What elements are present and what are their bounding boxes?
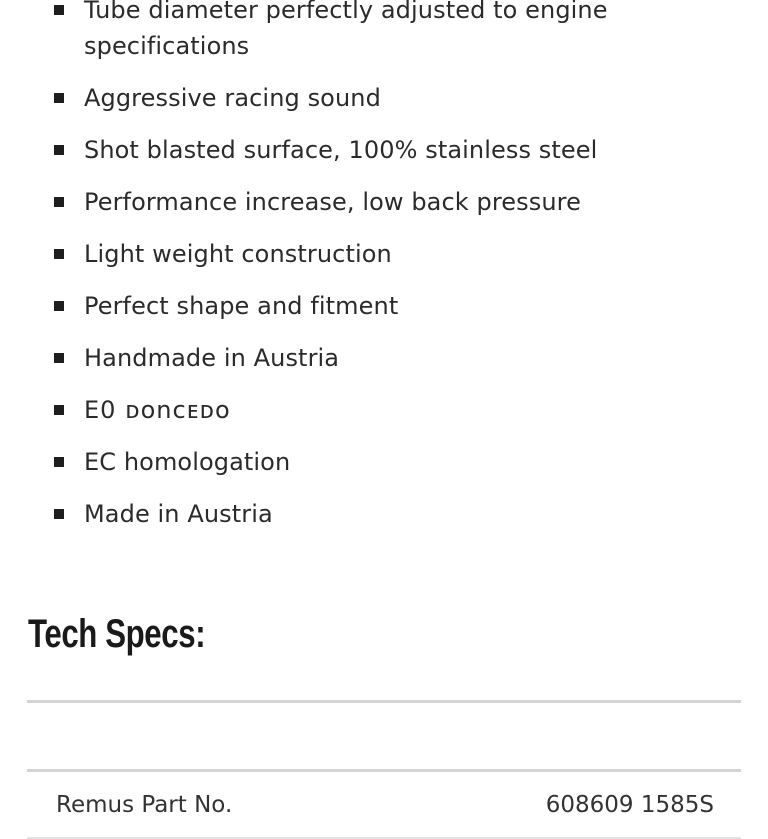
feature-label: E0 ᴅᴏnᴄᴇᴅo [84, 396, 231, 424]
square-bullet-icon [54, 145, 64, 155]
square-bullet-icon [54, 509, 64, 519]
feature-item [0, 236, 768, 272]
feature-label: Performance increase, low back pressure [84, 188, 581, 216]
feature-item [0, 288, 768, 324]
feature-item [0, 80, 768, 116]
feature-label: Tube diameter perfectly adjusted to engine specifications [84, 0, 608, 60]
feature-label: EC homologation [84, 448, 291, 476]
feature-label: Perfect shape and fitment [84, 292, 399, 320]
square-bullet-icon [54, 301, 64, 311]
feature-label: Light weight construction [84, 240, 392, 268]
spec-row-part-number [27, 772, 741, 836]
spec-value: 608609 1585S [545, 792, 714, 818]
feature-item [0, 340, 768, 376]
feature-item [0, 184, 768, 220]
feature-item [0, 444, 768, 480]
square-bullet-icon [54, 249, 64, 259]
feature-item [0, 132, 768, 168]
feature-item [0, 392, 768, 428]
tech-specs-heading: Tech Specs: [28, 612, 206, 656]
feature-label: Shot blasted surface, 100% stainless steel [84, 136, 598, 164]
feature-label: Handmade in Austria [84, 344, 340, 372]
square-bullet-icon [54, 93, 64, 103]
square-bullet-icon [54, 197, 64, 207]
square-bullet-icon [54, 405, 64, 415]
feature-label: Aggressive racing sound [84, 84, 381, 112]
spec-label: Remus Part No. [56, 792, 233, 818]
feature-item [0, 496, 768, 532]
square-bullet-icon [54, 353, 64, 363]
feature-label: Made in Austria [84, 500, 273, 528]
feature-item [0, 0, 768, 64]
square-bullet-icon [54, 5, 64, 15]
square-bullet-icon [54, 457, 64, 467]
spec-table-empty-row [27, 703, 741, 769]
